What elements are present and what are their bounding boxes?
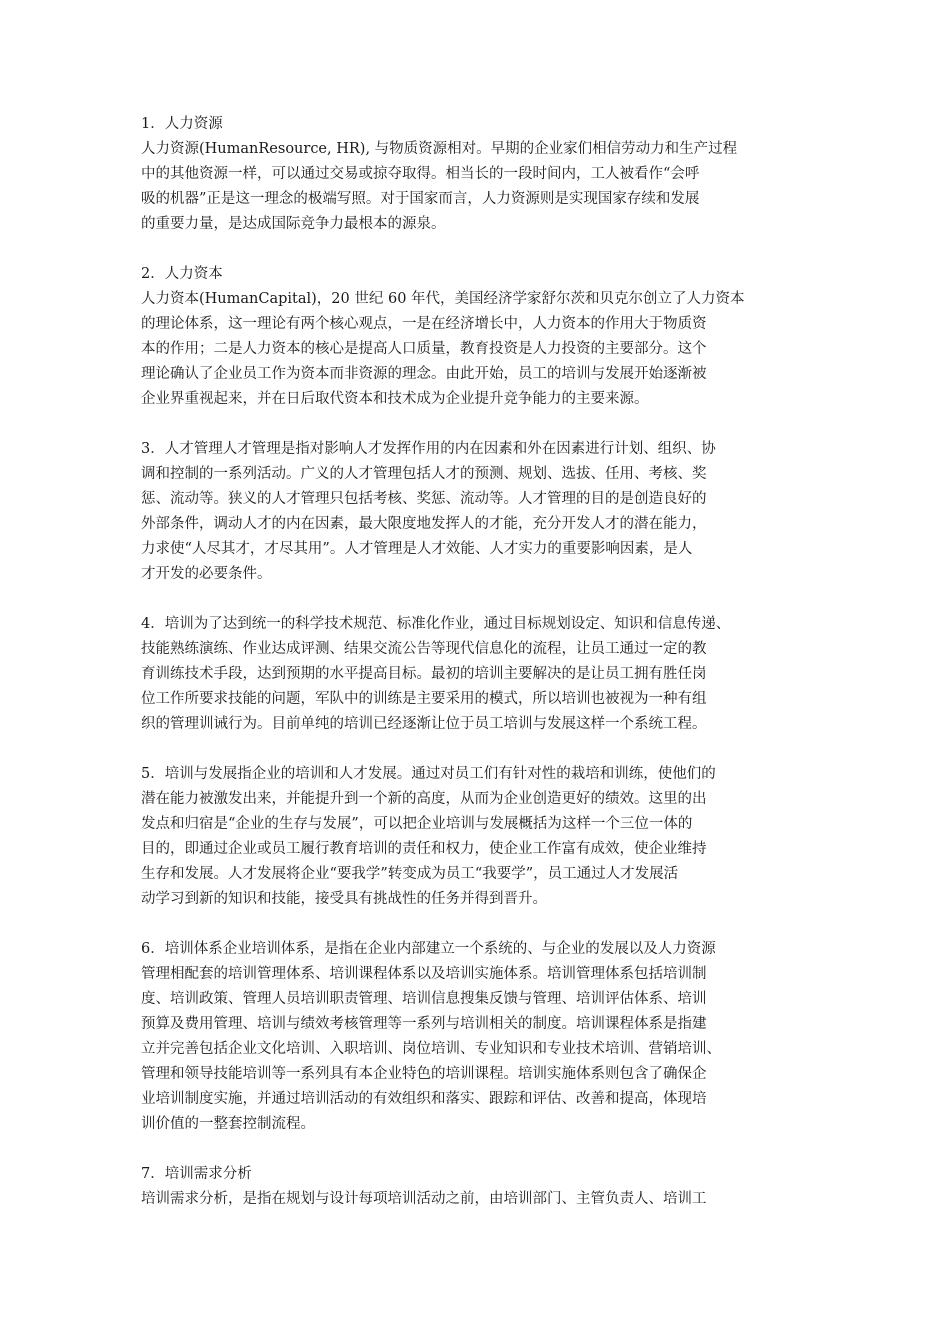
- paragraph-line: 预算及费用管理、培训与绩效考核管理等一系列与培训相关的制度。培训课程体系是指建: [141, 1016, 707, 1032]
- paragraph-line-first: 1．人力资源: [141, 116, 223, 132]
- paragraph-section: [141, 112, 831, 237]
- paragraph-line: 才开发的必要条件。: [141, 566, 272, 582]
- paragraph-line: 动学习到新的知识和技能，接受具有挑战性的任务并得到晋升。: [141, 891, 547, 907]
- paragraph-line: 理论确认了企业员工作为资本而非资源的理念。由此开始，员工的培训与发展开始逐渐被: [141, 366, 707, 382]
- paragraph-line: 人力资本(HumanCapital)，20 世纪 60 年代，美国经济学家舒尔茨和贝克尔创立了人力资本: [141, 291, 745, 307]
- document-body: [141, 112, 831, 1237]
- paragraph-line: 力求使“人尽其才，才尽其用”。人才管理是人才效能、人才实力的重要影响因素，是人: [141, 541, 693, 557]
- paragraph-line: 育训练技术手段，达到预期的水平提高目标。最初的培训主要解决的是让员工拥有胜任岗: [141, 666, 707, 682]
- paragraph-section: [141, 937, 831, 1137]
- paragraph-line: 惩、流动等。狭义的人才管理只包括考核、奖惩、流动等。人才管理的目的是创造良好的: [141, 491, 707, 507]
- paragraph-line-first: 2．人力资本: [141, 266, 223, 282]
- paragraph-line: 潜在能力被激发出来，并能提升到一个新的高度，从而为企业创造更好的绩效。这里的出: [141, 791, 707, 807]
- paragraph-line: 调和控制的一系列活动。广义的人才管理包括人才的预测、规划、选拔、任用、考核、奖: [141, 466, 707, 482]
- paragraph-line: 生存和发展。人才发展将企业“要我学”转变成为员工“我要学”，员工通过人才发展活: [141, 866, 679, 882]
- paragraph-line: 培训需求分析，是指在规划与设计每项培训活动之前，由培训部门、主管负责人、培训工: [141, 1191, 707, 1207]
- paragraph-section: [141, 762, 831, 912]
- paragraph-line: 的重要力量，是达成国际竞争力最根本的源泉。: [141, 216, 446, 232]
- paragraph-line-first: 7．培训需求分析: [141, 1166, 252, 1182]
- paragraph-line: 吸的机器”正是这一理念的极端写照。对于国家而言，人力资源则是实现国家存续和发展: [141, 191, 700, 207]
- paragraph-line-first: 5．培训与发展指企业的培训和人才发展。通过对员工们有针对性的栽培和训练，使他们的: [141, 766, 716, 782]
- paragraph-line: 织的管理训诫行为。目前单纯的培训已经逐渐让位于员工培训与发展这样一个系统工程。: [141, 716, 707, 732]
- paragraph-line: 立并完善包括企业文化培训、入职培训、岗位培训、专业知识和专业技术培训、营销培训、: [141, 1041, 721, 1057]
- paragraph-section: [141, 612, 831, 737]
- paragraph-line: 度、培训政策、管理人员培训职责管理、培训信息搜集反馈与管理、培训评估体系、培训: [141, 991, 707, 1007]
- paragraph-line: 训价值的一整套控制流程。: [141, 1116, 315, 1132]
- paragraph-line: 人力资源(HumanResource, HR), 与物质资源相对。早期的企业家们相信劳动力和生产过程: [141, 141, 738, 157]
- paragraph-section: [141, 437, 831, 587]
- paragraph-line: 管理和领导技能培训等一系列具有本企业特色的培训课程。培训实施体系则包含了确保企: [141, 1066, 707, 1082]
- paragraph-line: 的理论体系，这一理论有两个核心观点，一是在经济增长中，人力资本的作用大于物质资: [141, 316, 707, 332]
- paragraph-line: 外部条件，调动人才的内在因素，最大限度地发挥人的才能，充分开发人才的潜在能力，: [141, 516, 707, 532]
- paragraph-line: 中的其他资源一样，可以通过交易或掠夺取得。相当长的一段时间内，工人被看作“会呼: [141, 166, 700, 182]
- paragraph-line: 位工作所要求技能的问题，军队中的训练是主要采用的模式，所以培训也被视为一种有组: [141, 691, 707, 707]
- paragraph-line-first: 4．培训为了达到统一的科学技术规范、标准化作业，通过目标规划设定、知识和信息传递、: [141, 616, 731, 632]
- paragraph-section: [141, 1162, 831, 1212]
- paragraph-section: [141, 262, 831, 412]
- paragraph-line: 本的作用；二是人力资本的核心是提高人口质量，教育投资是人力投资的主要部分。这个: [141, 341, 707, 357]
- paragraph-line-first: 6．培训体系企业培训体系，是指在企业内部建立一个系统的、与企业的发展以及人力资源: [141, 941, 716, 957]
- paragraph-line: 技能熟练演练、作业达成评测、结果交流公告等现代信息化的流程，让员工通过一定的教: [141, 641, 707, 657]
- paragraph-line: 企业界重视起来，并在日后取代资本和技术成为企业提升竞争能力的主要来源。: [141, 391, 649, 407]
- paragraph-line: 发点和归宿是“企业的生存与发展”，可以把企业培训与发展概括为这样一个三位一体的: [141, 816, 693, 832]
- paragraph-line-first: 3．人才管理人才管理是指对影响人才发挥作用的内在因素和外在因素进行计划、组织、协: [141, 441, 716, 457]
- paragraph-line: 业培训制度实施，并通过培训活动的有效组织和落实、跟踪和评估、改善和提高，体现培: [141, 1091, 707, 1107]
- paragraph-line: 管理相配套的培训管理体系、培训课程体系以及培训实施体系。培训管理体系包括培训制: [141, 966, 707, 982]
- paragraph-line: 目的，即通过企业或员工履行教育培训的责任和权力，使企业工作富有成效，使企业维持: [141, 841, 707, 857]
